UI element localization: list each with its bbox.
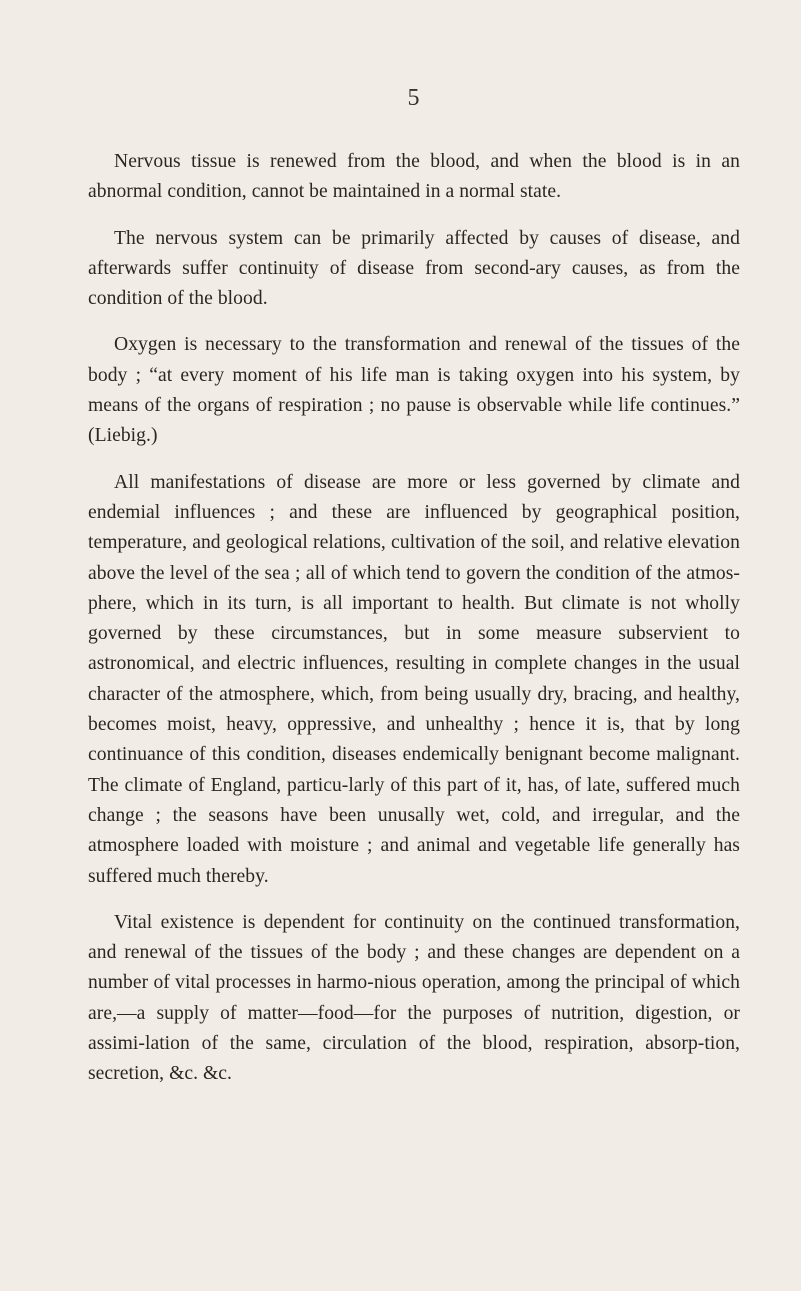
page-number: 5 (407, 85, 420, 111)
paragraph-nervous-system: The nervous system can be primarily affected by causes of disease, and afterwards suffer continuity of disease from second-ary causes, as from the condition of the blood. (88, 227, 740, 310)
paragraph-climate: All manifestations of disease are more or less governed by climate and endemial influences ; and these are influenced by geographical position, temperature, and geological relations, cultivation of the soil, and relative elevation above the level of the sea ; all of which tend to govern the condition of the atmos-phere, which in its turn, is all important to health. But climate is not wholly governed by these circumstances, but in some measure subservient to astronomical, and electric influences, resulting in complete changes in the usual character of the atmosphere, which, from being usually dry, bracing, and healthy, becomes moist, heavy, oppressive, and unhealthy ; hence it is, that by long continuance of this condition, diseases endemically benignant become malignant. The climate of England, particu-larly of this part of it, has, of late, suffered much change ; the seasons have been unusally wet, cold, and irregular, and the atmosphere loaded with moisture ; and animal and vegetable life generally has suffered much thereby. (88, 471, 740, 887)
paragraph-nervous-tissue: Nervous tissue is renewed from the blood, and when the blood is in an abnormal condition, cannot be maintained in a normal state. (88, 151, 740, 203)
paragraph-vital-existence: Vital existence is dependent for continuity on the continued transformation, and renewal of the tissues of the body ; and these changes are dependent on a number of vital processes in harmo-nious operation, among the principal of which are,—a supply of matter—food—for the purposes of nutrition, digestion, or assimi-lation of the same, circulation of the blood, respiration, absorp-tion, secretion, &c. &c. (88, 911, 740, 1085)
paragraph-oxygen: Oxygen is necessary to the transformation and renewal of the tissues of the body ; “at every moment of his life man is taking oxygen into his system, by means of the organs of respiration ; no pause is observable while life continues.” (Liebig.) (88, 334, 740, 447)
body-text (88, 147, 740, 1106)
